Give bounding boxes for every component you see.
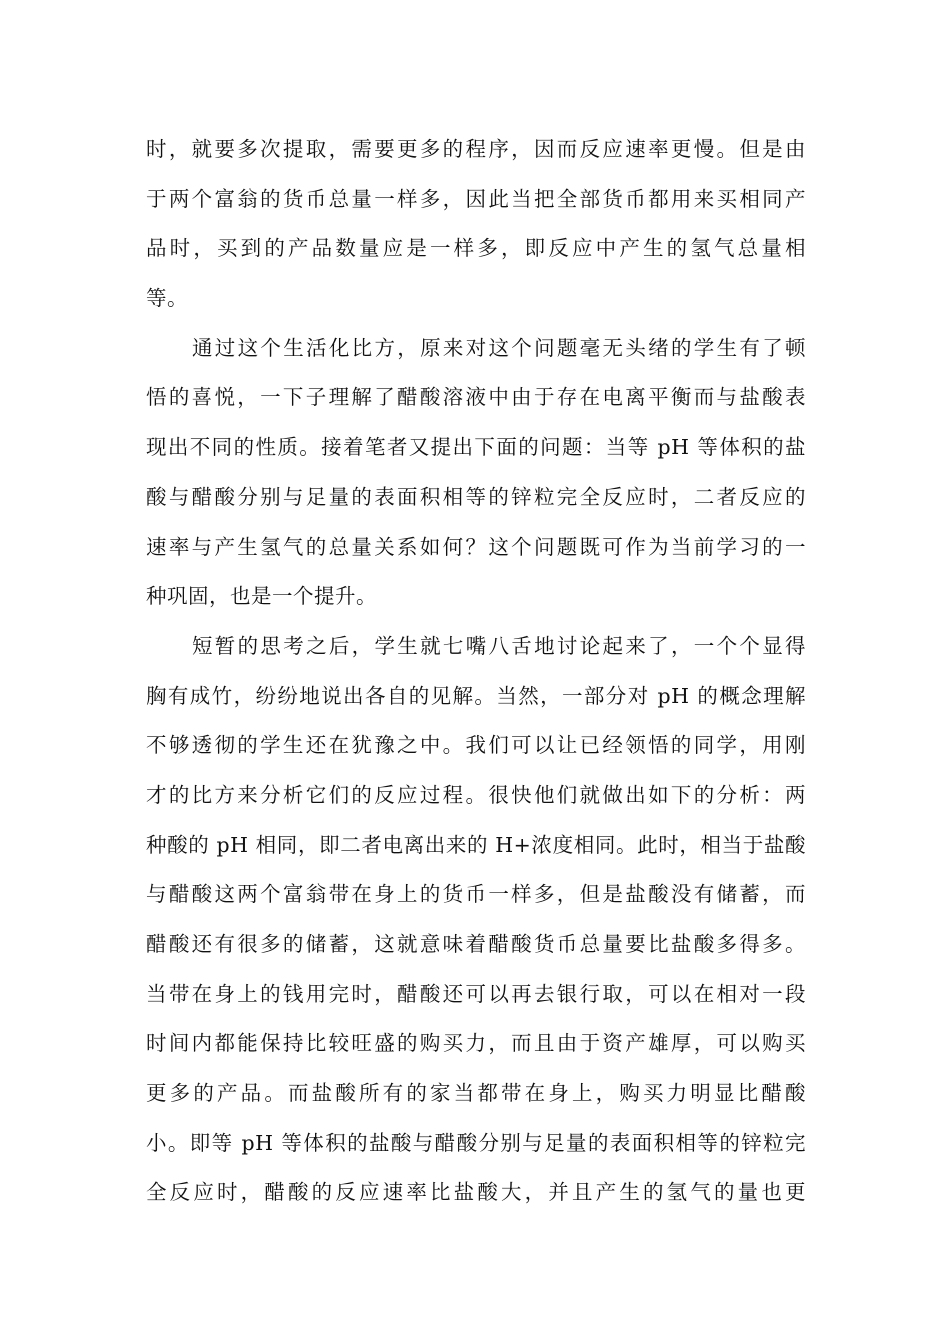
text-line: 醋酸还有很多的储蓄，这就意味着醋酸货币总量要比盐酸多得多。 xyxy=(146,932,806,956)
document-body xyxy=(146,125,806,1218)
paragraph-first-line: 通过这个生活化比方，原来对这个问题毫无头绪的学生有了顿 xyxy=(192,335,806,360)
text-line: 酸与醋酸分别与足量的表面积相等的锌粒完全反应时，二者反应的 xyxy=(146,484,806,509)
text-line: 与醋酸这两个富翁带在身上的货币一样多，但是盐酸没有储蓄，而 xyxy=(146,882,806,907)
text-line: 品时，买到的产品数量应是一样多，即反应中产生的氢气总量相 xyxy=(146,236,806,261)
text-line: 更多的产品。而盐酸所有的家当都带在身上，购买力明显比醋酸 xyxy=(146,1081,806,1106)
text-line: 不够透彻的学生还在犹豫之中。我们可以让已经领悟的同学，用刚 xyxy=(146,733,806,758)
text-line: 小。即等 pH 等体积的盐酸与醋酸分别与足量的表面积相等的锌粒完 xyxy=(146,1130,806,1155)
text-line: 时间内都能保持比较旺盛的购买力，而且由于资产雄厚，可以购买 xyxy=(146,1031,806,1056)
text-line: 现出不同的性质。接着笔者又提出下面的问题：当等 pH 等体积的盐 xyxy=(146,435,806,460)
paragraph-first-line: 短暂的思考之后，学生就七嘴八舌地讨论起来了，一个个显得 xyxy=(192,633,806,658)
text-line: 种酸的 pH 相同，即二者电离出来的 H+浓度相同。此时，相当于盐酸 xyxy=(146,832,806,857)
text-line: 速率与产生氢气的总量关系如何？这个问题既可作为当前学习的一 xyxy=(146,534,806,559)
text-line: 等。 xyxy=(146,286,188,311)
text-line: 时，就要多次提取，需要更多的程序，因而反应速率更慢。但是由 xyxy=(146,137,806,161)
text-line: 种巩固，也是一个提升。 xyxy=(146,584,377,609)
text-line: 悟的喜悦，一下子理解了醋酸溶液中由于存在电离平衡而与盐酸表 xyxy=(146,385,806,410)
text-line: 于两个富翁的货币总量一样多，因此当把全部货币都用来买相同产 xyxy=(146,186,806,211)
text-line: 当带在身上的钱用完时，醋酸还可以再去银行取，可以在相对一段 xyxy=(146,981,806,1006)
text-line: 胸有成竹，纷纷地说出各自的见解。当然，一部分对 pH 的概念理解 xyxy=(146,683,806,708)
text-line: 全反应时，醋酸的反应速率比盐酸大，并且产生的氢气的量也更 xyxy=(146,1180,806,1205)
text-line: 才的比方来分析它们的反应过程。很快他们就做出如下的分析：两 xyxy=(146,782,806,807)
